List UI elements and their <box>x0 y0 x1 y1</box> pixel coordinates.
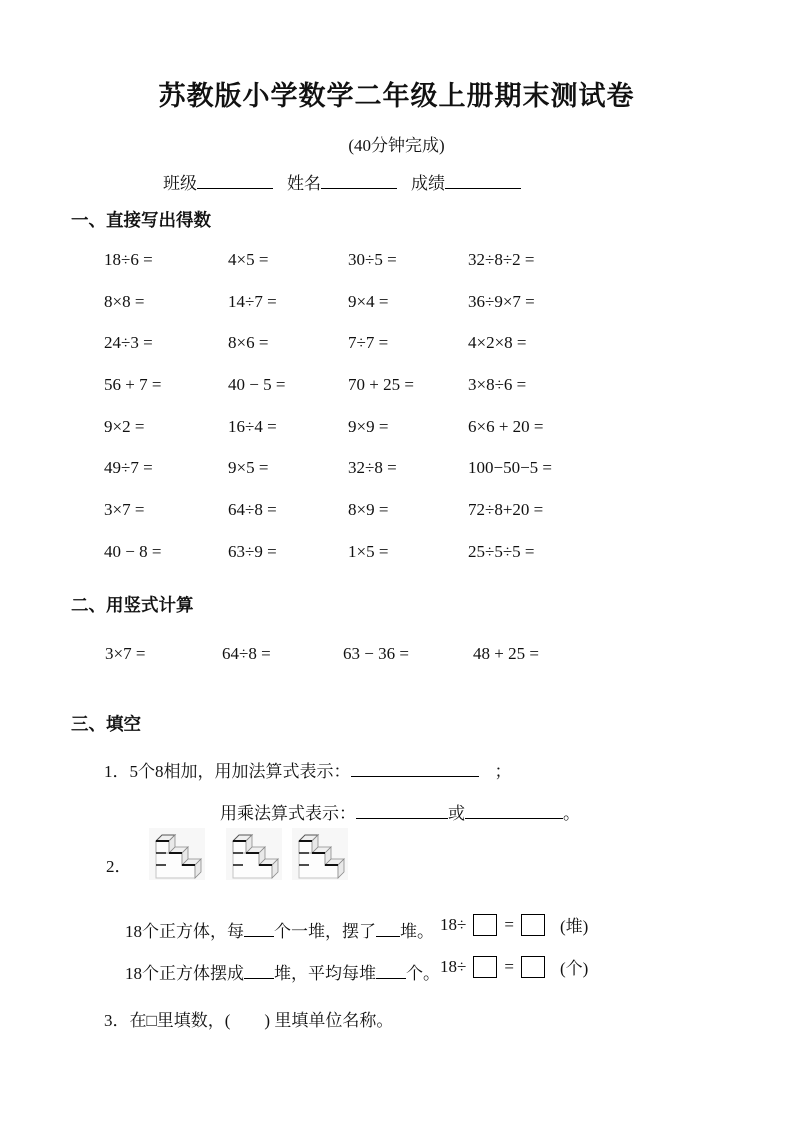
multiplication-prompt: 用乘法算式表示： <box>220 804 356 823</box>
unit-label: (个) <box>559 959 589 978</box>
fill-item-3 <box>104 1006 393 1031</box>
answer-box <box>521 956 545 978</box>
problem-cell: 4×5 = <box>228 250 269 269</box>
problem-cell: 4×2×8 = <box>468 333 527 353</box>
item-3-text: 在□里填数，( ) 里填单位名称。 <box>129 1011 394 1030</box>
time-limit-note: (40分钟完成) <box>348 136 445 155</box>
problem-cell: 9×4 = <box>348 291 389 311</box>
item-2-number: 2． <box>106 857 132 876</box>
section-3-heading: 三、填空 <box>71 714 141 734</box>
problem-cell: 100−50−5 = <box>468 458 553 478</box>
section-2-heading: 二、用竖式计算 <box>71 595 194 615</box>
problem-cell: 48 + 25 = <box>473 644 539 663</box>
fill-item-1-line-2 <box>220 799 580 824</box>
blank-line <box>244 960 274 979</box>
problem-cell: 8×8 = <box>104 291 145 311</box>
equals-sign: = <box>504 956 514 976</box>
answer-box <box>473 914 497 936</box>
statement-text: 个。 <box>406 964 440 983</box>
problem-cell: 8×9 = <box>348 500 389 520</box>
mental-math-grid <box>104 250 628 584</box>
equals-sign: = <box>504 914 514 934</box>
statement-text: 18个正方体，每 <box>125 922 244 941</box>
problem-cell: 72÷8+20 = <box>468 500 544 520</box>
class-blank-line <box>197 170 273 189</box>
score-field <box>411 169 521 194</box>
division-equation-each <box>440 954 588 979</box>
problem-cell: 49÷7 = <box>104 458 153 478</box>
problem-cell: 40 − 5 = <box>228 375 286 395</box>
item-2-statement-1 <box>125 917 434 942</box>
problem-cell: 30÷5 = <box>348 250 397 269</box>
blank-line <box>376 960 406 979</box>
item-1-semicolon: ； <box>494 762 512 781</box>
multiplication-answer-blank-line-1 <box>356 800 448 819</box>
equation-prefix: 18÷ <box>440 914 467 934</box>
problem-cell: 1×5 = <box>348 541 389 561</box>
item-1-period: 。 <box>563 804 580 823</box>
blank-line <box>376 918 400 937</box>
problem-cell: 3×8÷6 = <box>468 375 527 395</box>
item-1-number: 1． <box>104 762 130 781</box>
statement-text: 18个正方体摆成 <box>125 964 244 983</box>
answer-box <box>473 956 497 978</box>
or-word: 或 <box>448 804 465 823</box>
problem-cell: 24÷3 = <box>104 333 153 353</box>
name-blank-line <box>321 170 397 189</box>
cube-staircase-image <box>292 828 348 880</box>
column-calculation-row <box>105 644 539 664</box>
problem-cell: 6×6 + 20 = <box>468 416 544 436</box>
problem-cell: 9×5 = <box>228 458 269 478</box>
equation-prefix: 18÷ <box>440 956 467 976</box>
statement-text: 堆，平均每堆 <box>274 964 376 983</box>
problem-cell: 25÷5÷5 = <box>468 541 535 561</box>
problem-cell: 63 − 36 = <box>343 644 409 663</box>
item-2-statement-2 <box>125 959 440 984</box>
problem-cell: 18÷6 = <box>104 250 153 269</box>
page-title: 苏教版小学数学二年级上册期末测试卷 <box>158 81 635 111</box>
cube-staircase-image <box>226 828 282 880</box>
blank-line <box>244 918 274 937</box>
answer-box <box>521 914 545 936</box>
problem-cell: 3×7 = <box>104 500 145 520</box>
problem-cell: 8×6 = <box>228 333 269 353</box>
problem-cell: 70 + 25 = <box>348 375 414 395</box>
name-field <box>287 169 397 194</box>
problem-cell: 64÷8 = <box>222 644 271 663</box>
problem-cell: 63÷9 = <box>228 541 277 561</box>
problem-cell: 64÷8 = <box>228 500 277 520</box>
problem-cell: 9×9 = <box>348 416 389 436</box>
problem-cell: 3×7 = <box>105 644 146 663</box>
statement-text: 堆。 <box>400 922 434 941</box>
item-3-number: 3． <box>104 1011 130 1030</box>
student-info-row <box>163 169 521 194</box>
problem-cell: 40 − 8 = <box>104 541 162 561</box>
problem-cell: 36÷9×7 = <box>468 291 535 311</box>
name-field-label: 姓名 <box>287 174 321 193</box>
problem-cell: 7÷7 = <box>348 333 389 353</box>
class-field <box>163 169 273 194</box>
addition-answer-blank-line <box>351 758 479 777</box>
division-equation-piles <box>440 912 588 937</box>
problem-cell: 14÷7 = <box>228 291 277 311</box>
score-field-label: 成绩 <box>411 174 445 193</box>
problem-cell: 9×2 = <box>104 416 145 436</box>
item-1-prompt: 5个8相加，用加法算式表示： <box>129 762 351 781</box>
class-field-label: 班级 <box>163 174 197 193</box>
multiplication-answer-blank-line-2 <box>465 800 563 819</box>
section-1-heading: 一、直接写出得数 <box>71 210 211 230</box>
problem-cell: 16÷4 = <box>228 416 277 436</box>
problem-cell: 32÷8 = <box>348 458 397 478</box>
problem-cell: 32÷8÷2 = <box>468 250 535 269</box>
cube-staircase-image <box>149 828 205 880</box>
unit-label: (堆) <box>559 917 589 936</box>
fill-item-1-line-1 <box>104 757 512 782</box>
statement-text: 个一堆，摆了 <box>274 922 376 941</box>
score-blank-line <box>445 170 521 189</box>
problem-cell: 56 + 7 = <box>104 375 162 395</box>
